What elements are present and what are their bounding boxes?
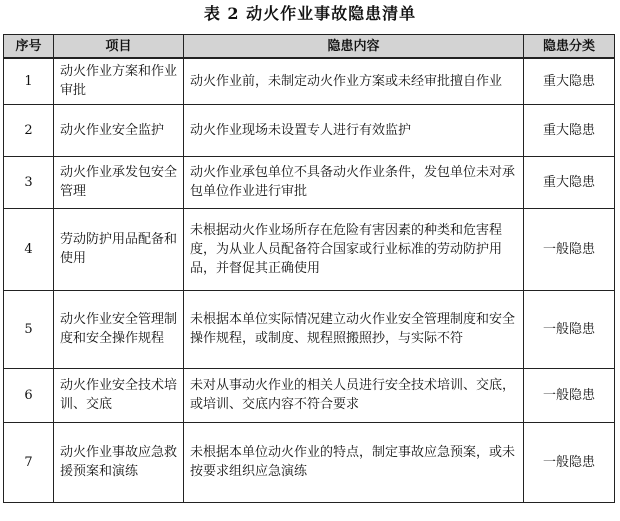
table-title: 表 2 动火作业事故隐患清单 <box>203 4 417 23</box>
header-no: 序号 <box>4 35 54 59</box>
row-desc: 未根据本单位动火作业的特点，制定事故应急预案，或未按要求组织应急演练 <box>184 422 524 502</box>
table-row <box>4 104 615 156</box>
table-row <box>4 156 615 208</box>
row-no: 1 <box>4 58 54 104</box>
hazard-table <box>3 34 615 503</box>
row-item: 动火作业安全监护 <box>54 104 184 156</box>
table-row <box>4 368 615 422</box>
table-row <box>4 58 615 104</box>
header-item: 项目 <box>54 35 184 59</box>
row-item: 动火作业方案和作业审批 <box>54 58 184 104</box>
row-no: 3 <box>4 156 54 208</box>
row-category: 重大隐患 <box>524 58 615 104</box>
row-no: 2 <box>4 104 54 156</box>
row-no: 7 <box>4 422 54 502</box>
table-row <box>4 422 615 502</box>
row-desc: 动火作业现场未设置专人进行有效监护 <box>184 104 524 156</box>
row-category: 一般隐患 <box>524 208 615 290</box>
row-category: 一般隐患 <box>524 290 615 368</box>
row-desc: 未根据动火作业场所存在危险有害因素的种类和危害程度，为从业人员配备符合国家或行业标准的劳动防护用品，并督促其正确使用 <box>184 208 524 290</box>
row-item: 动火作业安全管理制度和安全操作规程 <box>54 290 184 368</box>
row-category: 一般隐患 <box>524 422 615 502</box>
row-item: 动火作业事故应急救援预案和演练 <box>54 422 184 502</box>
table-row <box>4 208 615 290</box>
table-row <box>4 290 615 368</box>
row-desc: 动火作业承包单位不具备动火作业条件，发包单位未对承包单位作业进行审批 <box>184 156 524 208</box>
row-item: 劳动防护用品配备和使用 <box>54 208 184 290</box>
row-item: 动火作业承发包安全管理 <box>54 156 184 208</box>
row-desc: 未根据本单位实际情况建立动火作业安全管理制度和安全操作规程，或制度、规程照搬照抄，与实际不符 <box>184 290 524 368</box>
header-row <box>4 35 615 59</box>
row-desc: 动火作业前，未制定动火作业方案或未经审批擅自作业 <box>184 58 524 104</box>
header-category: 隐患分类 <box>524 35 615 59</box>
header-content: 隐患内容 <box>184 35 524 59</box>
row-category: 一般隐患 <box>524 368 615 422</box>
row-no: 6 <box>4 368 54 422</box>
row-no: 5 <box>4 290 54 368</box>
row-item: 动火作业安全技术培训、交底 <box>54 368 184 422</box>
row-desc: 未对从事动火作业的相关人员进行安全技术培训、交底，或培训、交底内容不符合要求 <box>184 368 524 422</box>
row-no: 4 <box>4 208 54 290</box>
row-category: 重大隐患 <box>524 156 615 208</box>
row-category: 重大隐患 <box>524 104 615 156</box>
